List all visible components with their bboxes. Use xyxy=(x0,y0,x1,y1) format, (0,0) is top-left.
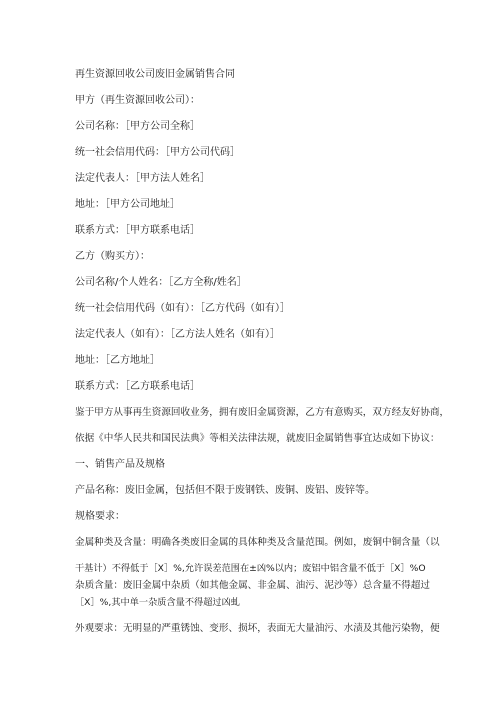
party-a-heading: 甲方（再生资源回收公司）： xyxy=(75,95,200,106)
party-b-legal-rep: 法定代表人（如有）：［乙方法人姓名（如有）］ xyxy=(75,329,280,340)
party-a-credit-code: 统一社会信用代码：［甲方公司代码］ xyxy=(75,147,240,158)
document-title: 再生资源回收公司废旧金属销售合同 xyxy=(75,69,235,80)
party-b-heading: 乙方（购买方）： xyxy=(75,251,150,262)
party-b-contact: 联系方式：［乙方联系电话］ xyxy=(75,381,200,392)
product-name: 产品名称：废旧金属，包括但不限于废钢铁、废铜、废铝、废锌等。 xyxy=(75,485,375,496)
metal-content-line-2: 干基计）不得低于［X］%,允许误差范围在±凶%以内；废铝中铝含量不低于［X］%O xyxy=(75,563,426,574)
party-a-company-name: 公司名称：［甲方公司全称］ xyxy=(75,121,200,132)
impurity-line-1: 杂质含量：废旧金属中杂质（如其他金属、非金属、油污、泥沙等）总含量不得超过 xyxy=(75,580,430,591)
metal-content-line-1: 金属种类及含量：明确各类废旧金属的具体种类及含量范围。例如，废铜中铜含量（以 xyxy=(75,537,440,548)
preamble-line-1: 鉴于甲方从事再生资源回收业务，拥有废旧金属资源，乙方有意购买，双方经友好协商， xyxy=(75,407,450,418)
party-a-legal-rep: 法定代表人：［甲方法人姓名］ xyxy=(75,173,210,184)
party-b-name: 公司名称/个人姓名：［乙方全称/姓名］ xyxy=(75,277,247,288)
party-b-address: 地址：［乙方地址］ xyxy=(75,355,160,366)
preamble-line-2: 依据《中华人民共和国民法典》等相关法律法规，就废旧金属销售事宜达成如下协议： xyxy=(75,433,440,444)
spec-heading: 规格要求： xyxy=(75,511,125,522)
section-1-heading: 一、销售产品及规格 xyxy=(75,459,165,470)
party-a-contact: 联系方式：［甲方联系电话］ xyxy=(75,225,200,236)
impurity-line-2: ［X］%,其中单一杂质含量不得超过凶虬 xyxy=(75,597,240,608)
party-a-address: 地址：［甲方公司地址］ xyxy=(75,199,180,210)
party-b-credit-code: 统一社会信用代码（如有）：［乙方代码（如有）］ xyxy=(75,303,290,314)
appearance-requirement: 外观要求：无明显的严重锈蚀、变形、损坏，表面无大量油污、水渍及其他污染物，便 xyxy=(75,623,440,634)
